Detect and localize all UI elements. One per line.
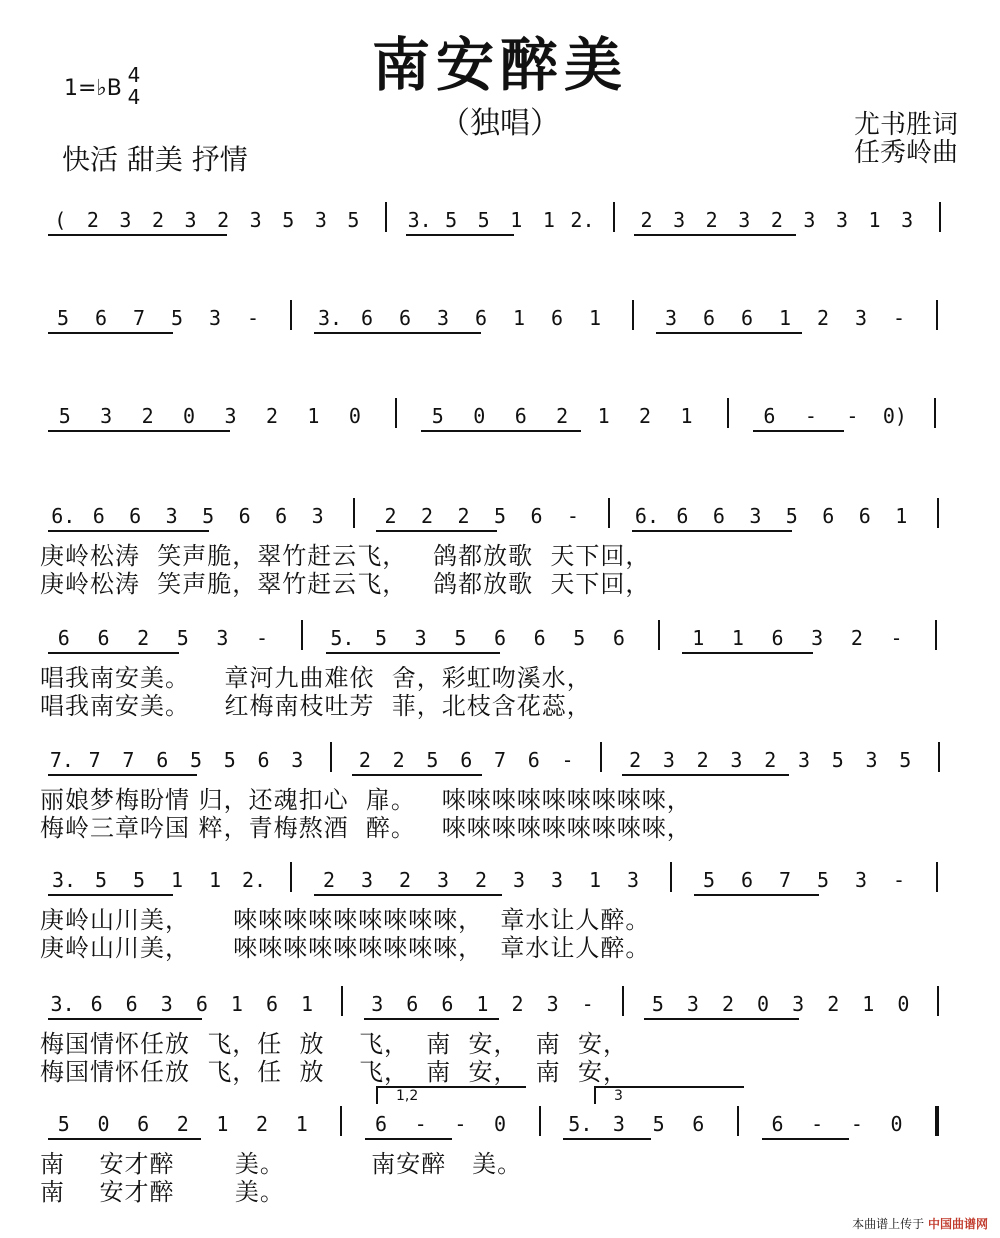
lyric-line: 庚岭山川美， 唻唻唻唻唻唻唻唻唻， 章水让人醉。 (40, 906, 651, 934)
note: 2 (137, 626, 150, 650)
footer-brand: 中国曲谱网 (927, 1217, 988, 1231)
note: 5 (785, 504, 798, 528)
note: 0 (493, 1112, 507, 1136)
note: 6 (156, 748, 169, 772)
note: 3 (100, 404, 113, 428)
beam-line (622, 774, 789, 776)
note: 3 (119, 208, 132, 232)
note: 2 (151, 208, 165, 232)
barline (330, 742, 332, 772)
note: - (561, 748, 574, 772)
note: 2 (322, 868, 336, 892)
note: 2 (86, 208, 99, 232)
note: 3 (792, 992, 805, 1016)
note: 1 (597, 404, 610, 428)
note: - (846, 404, 859, 428)
note: 3. (407, 208, 432, 232)
time-top: 4 (127, 63, 141, 87)
note: 1 (862, 992, 875, 1016)
note: 6 (527, 748, 540, 772)
note: 0 (348, 404, 361, 428)
note: 3 (291, 748, 304, 772)
note: 2 (256, 1112, 269, 1136)
note: 7 (778, 868, 792, 892)
note-row (0, 306, 1000, 336)
barline (727, 398, 729, 428)
barline (935, 620, 937, 650)
note: 3 (686, 992, 699, 1016)
note: 6 (257, 748, 270, 772)
note: - (892, 868, 906, 892)
barline (938, 742, 940, 772)
barline (290, 300, 292, 330)
note: 5 (652, 1112, 665, 1136)
note: 3. (50, 992, 75, 1016)
note: 3. (318, 306, 343, 330)
note-row (0, 504, 1000, 534)
beam-line (314, 894, 502, 896)
volta-bracket: 1,2 (376, 1086, 526, 1104)
note: 3 (626, 868, 640, 892)
note: 5 (56, 306, 70, 330)
note: 2 (629, 748, 642, 772)
note: - (581, 992, 594, 1016)
note: 5 (426, 748, 439, 772)
note: 1 (295, 1112, 308, 1136)
note: 2 (850, 626, 863, 650)
note: - (454, 1112, 467, 1136)
note: 5 (347, 208, 360, 232)
note: 3 (673, 208, 686, 232)
beam-line (326, 652, 500, 654)
note: 6 (822, 504, 835, 528)
note: 0 (183, 404, 196, 428)
note: 3 (165, 504, 178, 528)
beam-line (644, 1018, 798, 1020)
note: 2 (398, 868, 412, 892)
beam-line (632, 530, 793, 532)
note: 1 (230, 992, 243, 1016)
note: 2 (358, 748, 371, 772)
composer: 任秀岭曲 (853, 138, 958, 168)
note: 1 (542, 208, 555, 232)
note: 0 (890, 1112, 903, 1136)
note: 2 (176, 1112, 189, 1136)
note: 3 (414, 626, 427, 650)
note: 1 (692, 626, 705, 650)
footer-prefix: 本曲谱上传于 (852, 1217, 925, 1231)
note: 5 (651, 992, 664, 1016)
note: 1 (778, 306, 792, 330)
note: 2 (640, 208, 653, 232)
note: 3 (360, 868, 374, 892)
note: 5 (477, 208, 490, 232)
note: - (566, 504, 579, 528)
note: 5 (282, 208, 295, 232)
note: 2 (705, 208, 718, 232)
barline (395, 398, 397, 428)
lyric-line: 唱我南安美。 红梅南枝吐芳 菲，北枝含花蕊， (40, 692, 592, 720)
note: - (892, 306, 906, 330)
note: 0 (757, 992, 770, 1016)
note: 5 (223, 748, 236, 772)
key-signature: 1=♭B (64, 76, 122, 101)
barline (385, 202, 387, 232)
note: 0 (97, 1112, 110, 1136)
beam-line (421, 430, 581, 432)
note: - (804, 404, 817, 428)
note: 3 (160, 992, 173, 1016)
note: - (811, 1112, 824, 1136)
note: 5 (170, 306, 184, 330)
lyric-line: 庚岭山川美， 唻唻唻唻唻唻唻唻唻， 章水让人醉。 (40, 934, 651, 962)
lyricist: 尤书胜词 (853, 110, 958, 140)
note: 6 (474, 306, 488, 330)
note: 6 (763, 404, 776, 428)
beam-line (48, 234, 227, 236)
barline (936, 300, 938, 330)
note: 6 (137, 1112, 150, 1136)
note: 2 (421, 504, 434, 528)
note: 6 (441, 992, 454, 1016)
beam-line (406, 234, 513, 236)
note: 2 (217, 208, 230, 232)
lyric-line: 南 安才醉 美。 (40, 1178, 285, 1206)
note: 1 (307, 404, 320, 428)
note: 2 (457, 504, 470, 528)
note: 3 (664, 306, 678, 330)
note: 3 (865, 748, 878, 772)
note: 5 (493, 504, 507, 528)
note: 6. (634, 504, 659, 528)
volta-bracket: 3 (594, 1086, 744, 1104)
note: 6 (550, 306, 564, 330)
note: 3 (436, 868, 450, 892)
beam-line (694, 894, 819, 896)
beam-line (48, 430, 230, 432)
note: 6 (771, 1112, 784, 1136)
note: 6 (94, 306, 108, 330)
beam-line (563, 1138, 650, 1140)
note: 3 (208, 306, 222, 330)
note: 6 (97, 626, 110, 650)
note: 6 (125, 992, 138, 1016)
note: 3 (184, 208, 197, 232)
note: 6 (712, 504, 725, 528)
beam-line (753, 430, 844, 432)
note: ( (54, 208, 67, 232)
note: - (890, 626, 903, 650)
note-row (0, 404, 1000, 434)
note: 6 (375, 1112, 388, 1136)
note: 5 (445, 208, 458, 232)
note: 2 (511, 992, 524, 1016)
barline (353, 498, 355, 528)
note: 3 (835, 208, 849, 232)
beam-line (364, 1018, 499, 1020)
lyric-line: 庚岭松涛 笑声脆，翠竹赶云飞， 鸽都放歌 天下回， (40, 570, 651, 598)
barline (608, 498, 610, 528)
barline (939, 202, 941, 232)
lyric-line: 唱我南安美。 章河九曲难依 舍，彩虹吻溪水， (40, 664, 592, 692)
beam-line (682, 652, 813, 654)
note: 2 (639, 404, 652, 428)
barline (670, 862, 672, 892)
note: 5 (831, 748, 844, 772)
beam-line (48, 332, 173, 334)
note: 6 (530, 504, 543, 528)
barline (613, 202, 615, 232)
note: 7 (122, 748, 135, 772)
lyric-line: 南 安才醉 美。 南安醉 美。 (40, 1150, 523, 1178)
beam-line (634, 234, 795, 236)
time-signature (124, 64, 144, 108)
note: 5. (568, 1112, 593, 1136)
note: 1 (301, 992, 314, 1016)
barline (600, 742, 602, 772)
note: 6 (702, 306, 716, 330)
note: 1 (731, 626, 744, 650)
beam-line (48, 652, 179, 654)
note: 5 (431, 404, 444, 428)
note: 3 (612, 1112, 625, 1136)
note: 1 (510, 208, 523, 232)
barline (632, 300, 634, 330)
barline (937, 986, 939, 1016)
time-bottom: 4 (127, 85, 141, 109)
note: 0) (882, 404, 907, 428)
tempo-marking: 快活 甜美 抒情 (62, 143, 248, 176)
note: 6 (92, 504, 105, 528)
note: 1 (476, 992, 489, 1016)
beam-line (48, 1018, 202, 1020)
note: 3 (314, 208, 327, 232)
note: 6 (406, 992, 419, 1016)
note: 1 (170, 868, 184, 892)
note: 3 (512, 868, 526, 892)
lyric-line: 梅岭三章吟国 粹，青梅熬酒 醉。 唻唻唻唻唻唻唻唻唻， (40, 814, 692, 842)
barline (936, 862, 938, 892)
beam-line (656, 332, 802, 334)
note: 6 (740, 868, 754, 892)
note: 2 (474, 868, 488, 892)
lyric-line: 庚岭松涛 笑声脆，翠竹赶云飞， 鸽都放歌 天下回， (40, 542, 651, 570)
note: 5 (132, 868, 146, 892)
barline (539, 1106, 541, 1136)
note: 6 (858, 504, 871, 528)
barline (934, 398, 936, 428)
note: 5 (899, 748, 912, 772)
barline (658, 620, 660, 650)
beam-line (352, 774, 482, 776)
note: 3 (854, 868, 868, 892)
note: 3 (311, 504, 324, 528)
note: 3 (749, 504, 762, 528)
note: 2 (696, 748, 709, 772)
note-row (0, 992, 1000, 1022)
note: 3 (662, 748, 675, 772)
note: 3 (811, 626, 824, 650)
note: 2 (827, 992, 840, 1016)
note: 6 (514, 404, 527, 428)
footer (852, 1215, 988, 1232)
note: 3 (550, 868, 564, 892)
note: 6 (57, 626, 70, 650)
note: 5 (702, 868, 716, 892)
note: 0 (473, 404, 486, 428)
barline (340, 1106, 342, 1136)
note: 3 (901, 208, 914, 232)
beam-line (376, 530, 496, 532)
note: 5 (573, 626, 586, 650)
note: - (246, 306, 260, 330)
note: 2. (570, 208, 595, 232)
note: 6 (238, 504, 251, 528)
note: 6 (265, 992, 279, 1016)
note: 6 (676, 504, 689, 528)
note: 6 (275, 504, 288, 528)
note: 6 (460, 748, 473, 772)
note: 5 (454, 626, 467, 650)
note: 6 (90, 992, 103, 1016)
note: 6 (195, 992, 208, 1016)
barline (301, 620, 303, 650)
note: 6 (740, 306, 754, 330)
note: 6 (692, 1112, 705, 1136)
note: 2 (721, 992, 735, 1016)
note: 3 (216, 626, 229, 650)
note: 5 (58, 404, 71, 428)
note-row (0, 626, 1000, 656)
note: 3 (546, 992, 559, 1016)
note: 7 (88, 748, 101, 772)
beam-line (365, 1138, 452, 1140)
note: 5. (330, 626, 355, 650)
note: 6. (51, 504, 76, 528)
note: 1 (895, 504, 908, 528)
barline (937, 498, 939, 528)
note: 7 (132, 306, 146, 330)
note: - (414, 1112, 427, 1136)
note: 2 (141, 404, 154, 428)
subtitle: （独唱） (440, 106, 560, 141)
note-row (0, 1112, 1000, 1142)
beam-line (48, 774, 197, 776)
barline (622, 986, 624, 1016)
note: 0 (897, 992, 910, 1016)
note: 2 (384, 504, 397, 528)
note-row (0, 748, 1000, 778)
note: 3 (730, 748, 743, 772)
note: 6 (360, 306, 374, 330)
note: 2. (242, 868, 267, 892)
note: 7. (49, 748, 74, 772)
beam-line (762, 1138, 849, 1140)
beam-line (48, 530, 209, 532)
note: 3. (52, 868, 77, 892)
note: 3 (371, 992, 384, 1016)
note: 2 (770, 208, 783, 232)
note-row (0, 208, 1000, 238)
note: 1 (216, 1112, 229, 1136)
note: 3 (854, 306, 868, 330)
note: 6 (533, 626, 546, 650)
lyric-line: 丽娘梦梅盼情 归，还魂扣心 扉。 唻唻唻唻唻唻唻唻唻， (40, 786, 692, 814)
note: 2 (816, 306, 830, 330)
page-title: 南安醉美 (371, 31, 628, 99)
note: 2 (556, 404, 569, 428)
lyric-line: 梅国情怀任放 飞，任 放 飞， 南 安， 南 安， (40, 1030, 629, 1058)
note: 5 (57, 1112, 70, 1136)
note: 3 (224, 404, 237, 428)
note: 3 (249, 208, 262, 232)
note: 7 (493, 748, 507, 772)
note: 6 (493, 626, 507, 650)
lyric-line: 梅国情怀任放 飞，任 放 飞， 南 安， 南 安， (40, 1058, 629, 1086)
note: - (850, 1112, 863, 1136)
note: 1 (588, 306, 602, 330)
barline (290, 862, 292, 892)
note: 3 (797, 748, 811, 772)
note-row (0, 868, 1000, 898)
barline (737, 1106, 739, 1136)
beam-line (314, 332, 481, 334)
note: 5 (202, 504, 215, 528)
note: 1 (868, 208, 881, 232)
note: 6 (771, 626, 784, 650)
beam-line (48, 894, 173, 896)
note: 5 (375, 626, 388, 650)
note: 6 (129, 504, 142, 528)
note: 3 (803, 208, 816, 232)
note: 1 (680, 404, 693, 428)
note: 1 (512, 306, 526, 330)
note: 5 (94, 868, 108, 892)
note: 6 (612, 626, 625, 650)
note: 1 (208, 868, 222, 892)
barline (341, 986, 343, 1016)
note: 3 (738, 208, 751, 232)
note: 6 (398, 306, 412, 330)
barline (935, 1106, 939, 1136)
beam-line (48, 1138, 201, 1140)
note: 1 (588, 868, 602, 892)
note: - (256, 626, 269, 650)
note: 3 (436, 306, 450, 330)
note: 5 (189, 748, 203, 772)
note: 2 (392, 748, 405, 772)
note: 2 (764, 748, 777, 772)
note: 5 (176, 626, 189, 650)
note: 5 (816, 868, 830, 892)
note: 2 (265, 404, 279, 428)
